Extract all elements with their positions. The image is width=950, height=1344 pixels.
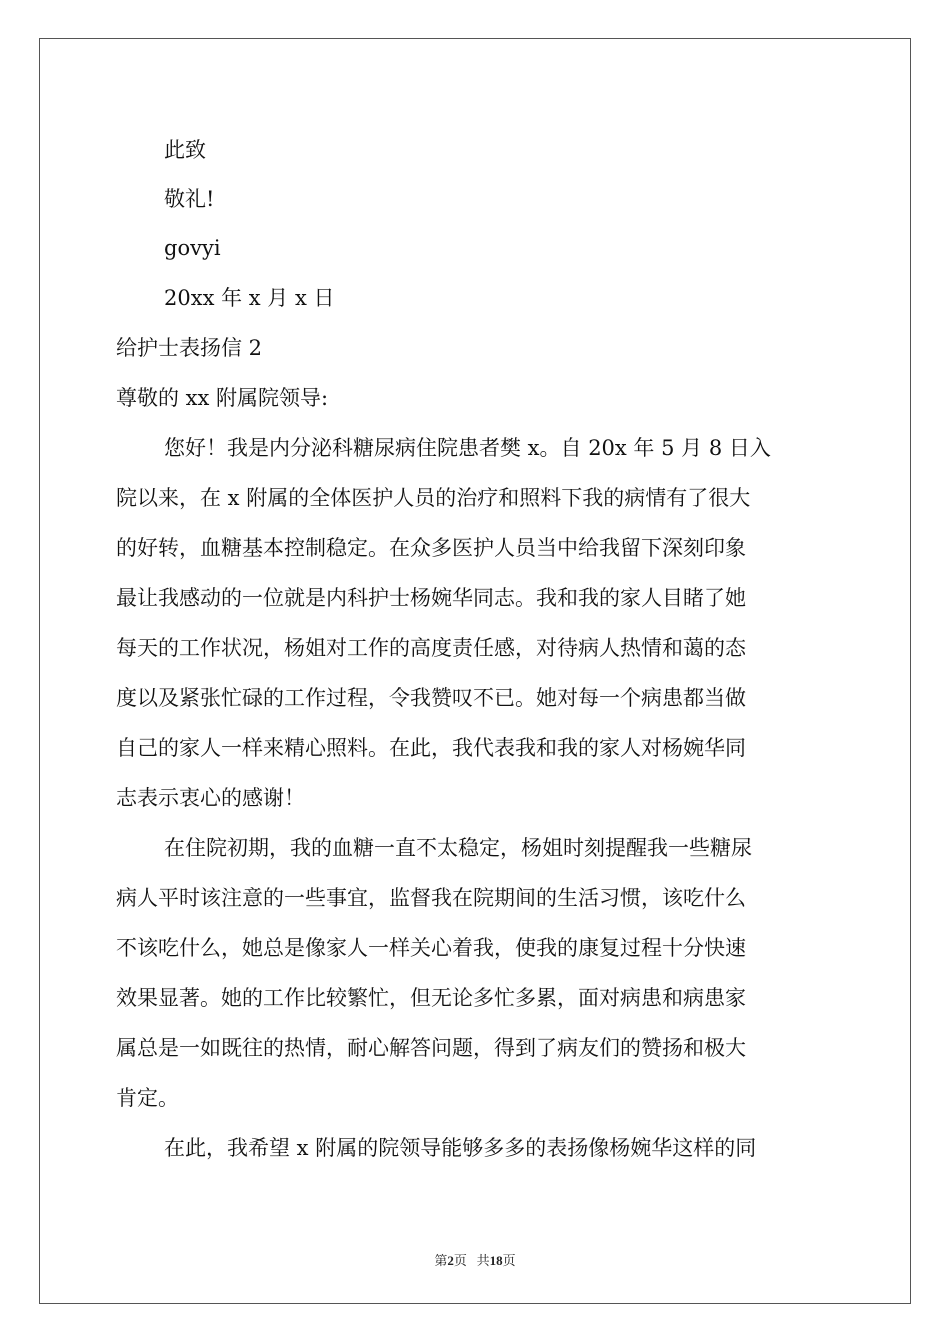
page-footer [0, 1250, 950, 1269]
body-line: 病人平时该注意的一些事宜，监督我在院期间的生活习惯，该吃什么 [116, 886, 746, 910]
letter-title: 给护士表扬信 2 [116, 336, 263, 360]
body-line: 度以及紧张忙碌的工作过程，令我赞叹不已。她对每一个病患都当做 [116, 686, 746, 710]
body-line: 在住院初期，我的血糖一直不太稳定，杨姐时刻提醒我一些糖尿 [164, 836, 752, 860]
page-number: 2 [447, 1253, 454, 1268]
body-line: 肯定。 [116, 1086, 179, 1110]
page-prefix: 第 [434, 1253, 448, 1268]
body-line: 志表示衷心的感谢！ [116, 786, 305, 810]
body-line: 不该吃什么，她总是像家人一样关心着我，使我的康复过程十分快速 [116, 936, 746, 960]
page-border [39, 38, 911, 1304]
page-suffix: 页 [453, 1253, 467, 1268]
body-line: 属总是一如既往的热情，耐心解答问题，得到了病友们的赞扬和极大 [116, 1036, 746, 1060]
letter-date: 20xx 年 x 月 x 日 [164, 286, 335, 310]
signature: govyi [164, 236, 221, 260]
body-line: 在此，我希望 x 附属的院领导能够多多的表扬像杨婉华这样的同 [164, 1136, 757, 1160]
body-line: 每天的工作状况，杨姐对工作的高度责任感，对待病人热情和蔼的态 [116, 636, 746, 660]
total-suffix: 页 [502, 1253, 516, 1268]
body-line: 的好转，血糖基本控制稳定。在众多医护人员当中给我留下深刻印象 [116, 536, 746, 560]
body-line: 效果显著。她的工作比较繁忙，但无论多忙多累，面对病患和病患家 [116, 986, 746, 1010]
letter-greeting: 尊敬的 xx 附属院领导: [116, 386, 329, 410]
body-line: 院以来，在 x 附属的全体医护人员的治疗和照料下我的病情有了很大 [116, 486, 751, 510]
closing-respect: 敬礼! [164, 187, 215, 211]
body-line: 最让我感动的一位就是内科护士杨婉华同志。我和我的家人目睹了她 [116, 586, 746, 610]
closing-salutation: 此致 [164, 138, 206, 162]
body-line: 您好！我是内分泌科糖尿病住院患者樊 x。自 20x 年 5 月 8 日入 [164, 436, 771, 460]
total-pages: 18 [489, 1253, 503, 1268]
body-line: 自己的家人一样来精心照料。在此，我代表我和我的家人对杨婉华同 [116, 736, 746, 760]
total-prefix: 共 [476, 1253, 490, 1268]
